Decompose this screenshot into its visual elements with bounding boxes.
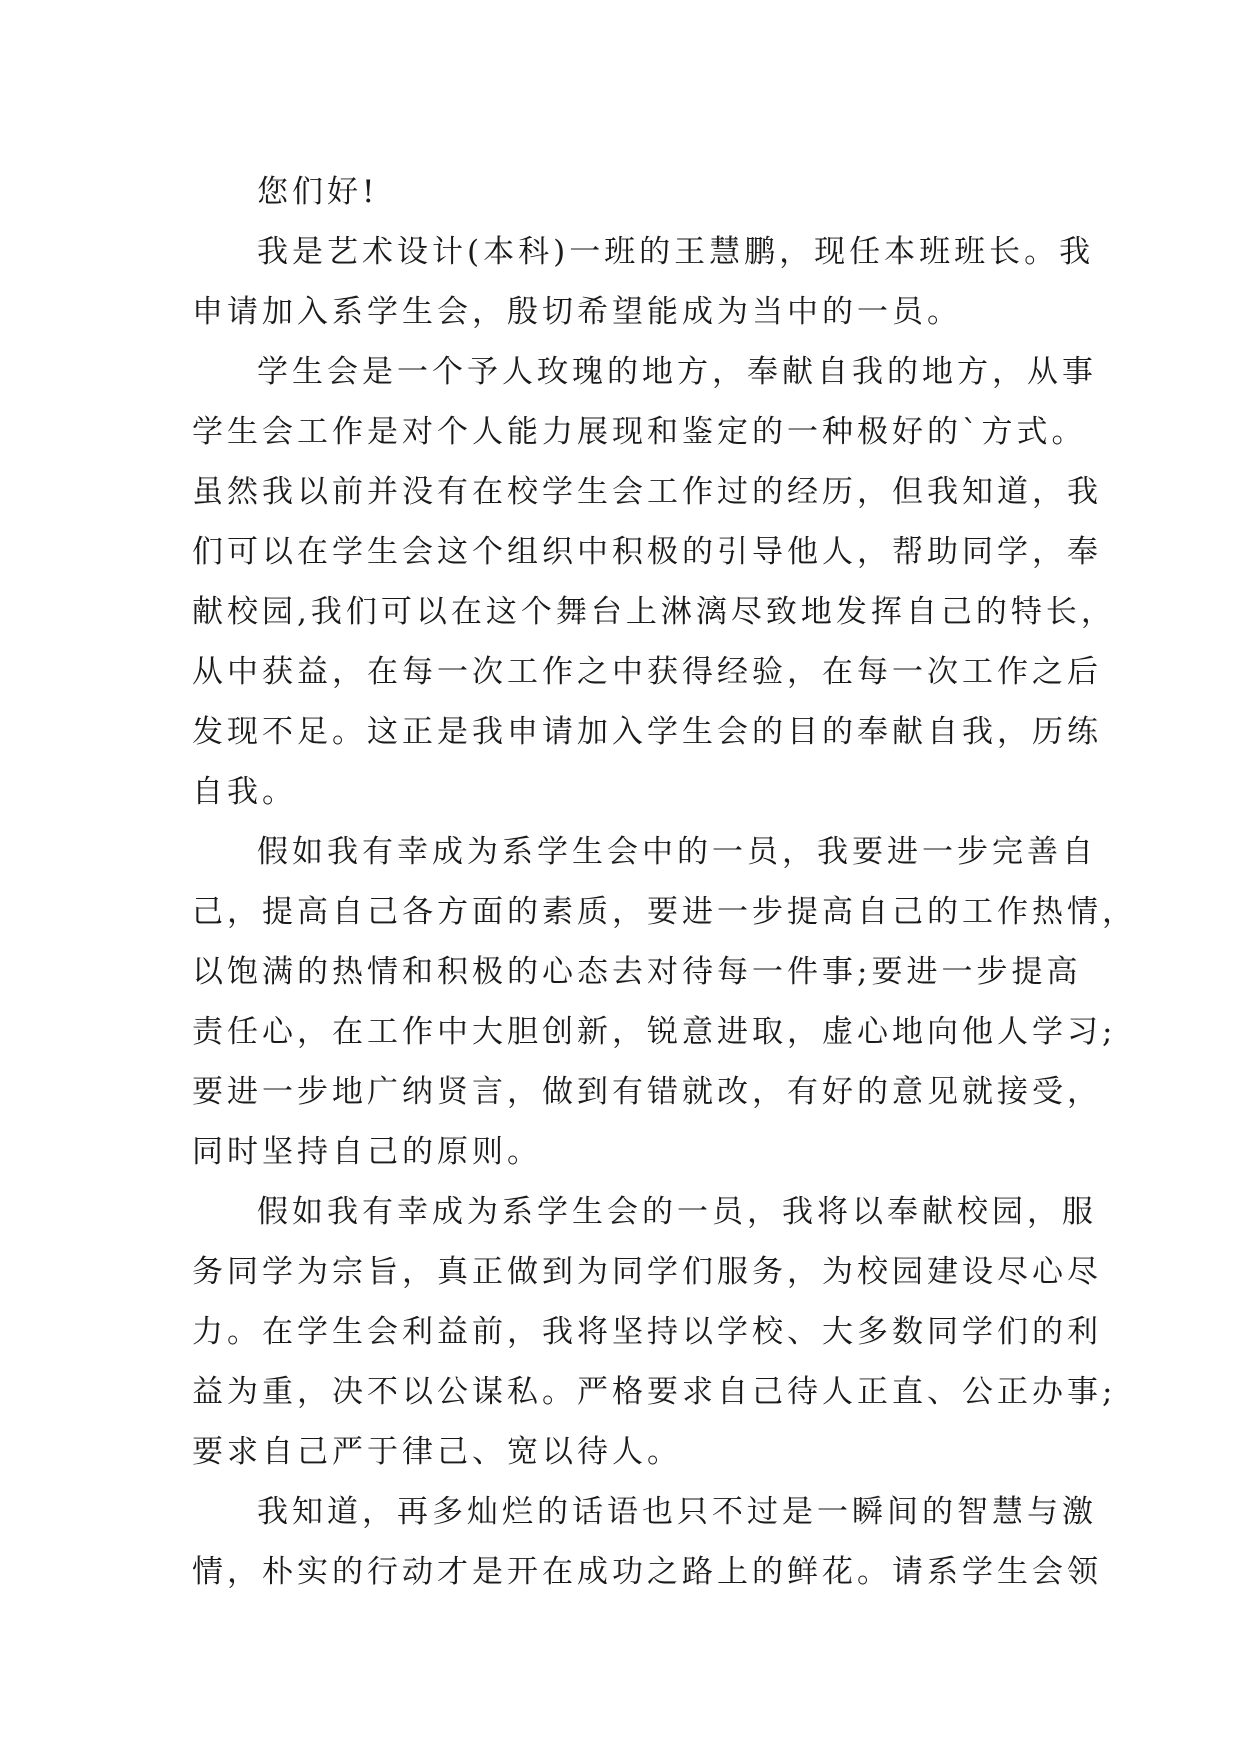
paragraph-self-improvement [192,822,1137,1182]
paragraph-closing [192,1482,1102,1602]
text-line: 责任心，在工作中大胆创新，锐意进取，虚心地向他人学习; [192,1014,1117,1050]
text-line: 学生会是一个予人玫瑰的地方，奉献自我的地方，从事 [257,354,1097,390]
text-line: 情，朴实的行动才是开在成功之路上的鲜花。请系学生会领 [192,1554,1102,1590]
text-line: 发现不足。这正是我申请加入学生会的目的奉献自我，历练 [192,714,1102,750]
text-line: 申请加入系学生会，殷切希望能成为当中的一员。 [192,294,962,330]
text-line: 学生会工作是对个人能力展现和鉴定的一种极好的`方式。 [192,414,1087,450]
text-line: 假如我有幸成为系学生会的一员，我将以奉献校园，服 [257,1194,1097,1230]
text-line: 己，提高自己各方面的素质，要进一步提高自己的工作热情， [192,894,1137,930]
text-line: 献校园,我们可以在这个舞台上淋漓尽致地发挥自己的特长， [192,594,1116,630]
paragraph-about-student-union [192,342,1116,822]
text-line: 们可以在学生会这个组织中积极的引导他人，帮助同学，奉 [192,534,1102,570]
text-line: 力。在学生会利益前，我将坚持以学校、大多数同学们的利 [192,1314,1102,1350]
text-line: 从中获益，在每一次工作之中获得经验，在每一次工作之后 [192,654,1102,690]
document-body [192,162,1137,1602]
text-line: 我知道，再多灿烂的话语也只不过是一瞬间的智慧与激 [257,1494,1097,1530]
text-line: 务同学为宗旨，真正做到为同学们服务，为校园建设尽心尽 [192,1254,1102,1290]
text-line: 您们好! [257,174,379,210]
paragraph-greeting [192,162,1072,222]
text-line: 要求自己严于律己、宽以待人。 [192,1434,682,1470]
text-line: 益为重，决不以公谋私。严格要求自己待人正直、公正办事; [192,1374,1117,1410]
text-line: 虽然我以前并没有在校学生会工作过的经历，但我知道，我 [192,474,1102,510]
text-line: 假如我有幸成为系学生会中的一员，我要进一步完善自 [257,834,1097,870]
text-line: 以饱满的热情和积极的心态去对待每一件事;要进一步提高 [192,954,1082,990]
text-line: 自我。 [192,774,297,810]
paragraph-introduction [192,222,1095,342]
text-line: 我是艺术设计(本科)一班的王慧鹏，现任本班班长。我 [257,234,1095,270]
text-line: 要进一步地广纳贤言，做到有错就改，有好的意见就接受， [192,1074,1102,1110]
paragraph-service-commitment [192,1182,1117,1482]
text-line: 同时坚持自己的原则。 [192,1134,542,1170]
